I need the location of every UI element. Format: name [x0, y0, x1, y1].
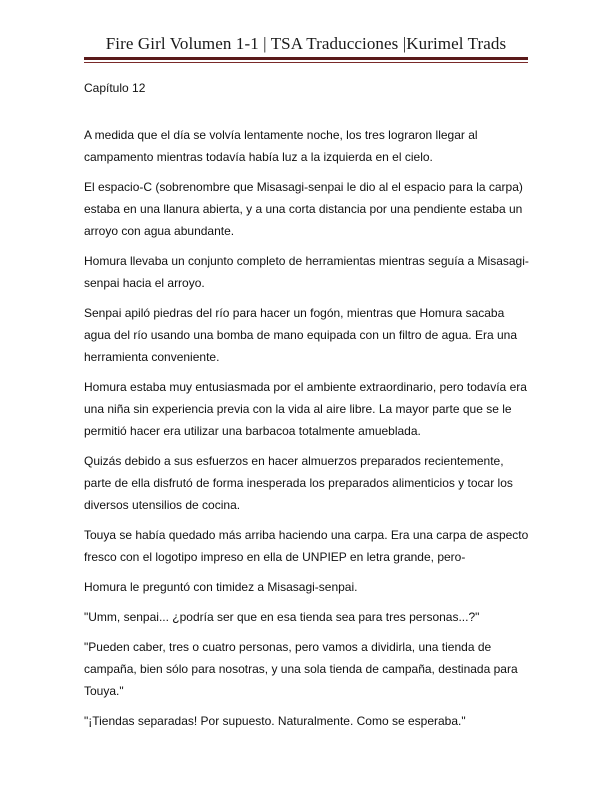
paragraph: "Pueden caber, tres o cuatro personas, pero vamos a dividirla, una tienda de campaña, bien sólo para nosotras, y una sola tienda de campaña, destinada para Touya." [84, 640, 518, 698]
paragraph: Quizás debido a sus esfuerzos en hacer almuerzos preparados recientemente, parte de ella disfrutó de forma inesperada los preparados alimenticios y tocar los diversos utensilios de cocina. [84, 454, 513, 512]
document-body [84, 124, 530, 740]
paragraph: Senpai apiló piedras del río para hacer un fogón, mientras que Homura sacaba agua del río usando una bomba de mano equipada con un filtro de agua. Era una herramienta conveniente. [84, 306, 517, 364]
paragraph: El espacio-C (sobrenombre que Misasagi-senpai le dio al el espacio para la carpa) estaba en una llanura abierta, y a una corta distancia por una pendiente estaba un arroyo con agua abundante. [84, 180, 523, 238]
chapter-heading: Capítulo 12 [84, 81, 146, 95]
paragraph: Homura le preguntó con timidez a Misasagi-senpai. [84, 580, 358, 594]
paragraph: "Umm, senpai... ¿podría ser que en esa tienda sea para tres personas...?" [84, 610, 480, 624]
paragraph: Touya se había quedado más arriba haciendo una carpa. Era una carpa de aspecto fresco con el logotipo impreso en ella de UNPIEP en letra grande, pero- [84, 528, 529, 564]
page-header-title: Fire Girl Volumen 1-1 | TSA Traducciones |Kurimel Trads [105, 34, 507, 53]
paragraph: "¡Tiendas separadas! Por supuesto. Naturalmente. Como se esperaba." [84, 714, 466, 728]
paragraph: A medida que el día se volvía lentamente noche, los tres lograron llegar al campamento mientras todavía había luz a la izquierda en el cielo. [84, 128, 478, 164]
header-rule-thick [84, 57, 528, 60]
header-rule-thin [84, 62, 528, 63]
paragraph: Homura estaba muy entusiasmada por el ambiente extraordinario, pero todavía era una niña sin experiencia previa con la vida al aire libre. La mayor parte que se le permitió hacer era utilizar una barbacoa totalmente amueblada. [84, 380, 527, 438]
paragraph: Homura llevaba un conjunto completo de herramientas mientras seguía a Misasagi-senpai hacia el arroyo. [84, 254, 529, 290]
